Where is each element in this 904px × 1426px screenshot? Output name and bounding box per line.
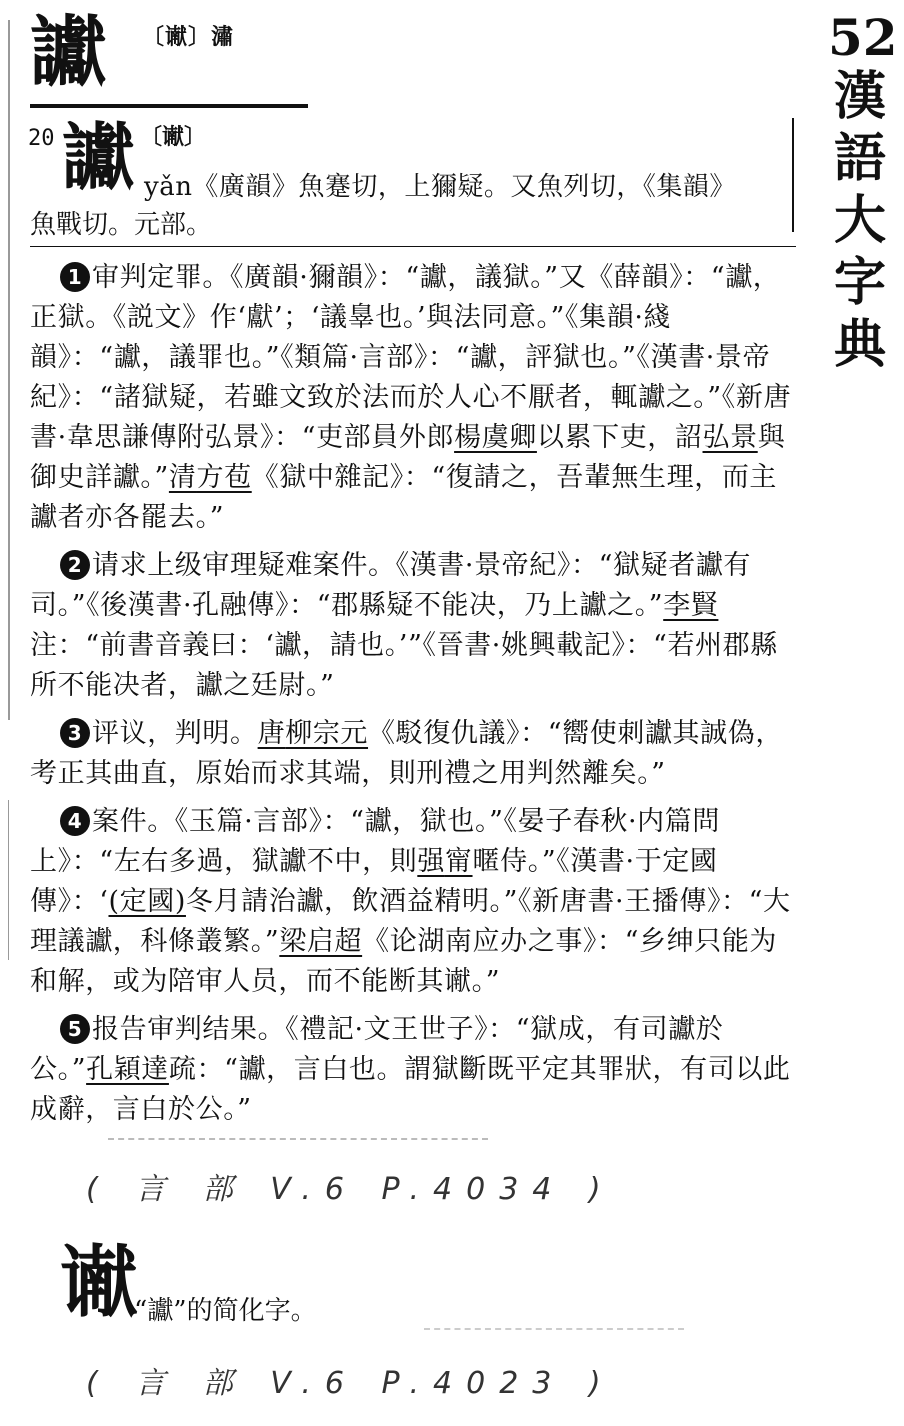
scan-dash [108, 1138, 488, 1140]
entry-number: 20 [28, 126, 55, 151]
sense-definition [30, 258, 792, 538]
title-char: 漢 [833, 66, 886, 127]
sense-number-badge: 5 [60, 1014, 90, 1044]
header-variant: 〔谳〕潚 [142, 24, 235, 50]
handwritten-reference-note: ( 言 部 V.6 P.4034 ) [86, 1172, 615, 1207]
proper-name: (定國) [108, 886, 186, 917]
entry-variant: 〔谳〕 [140, 124, 207, 150]
proper-name: 唐 [257, 718, 286, 749]
sense-definition [30, 1010, 792, 1130]
proper-name: 清 [168, 462, 197, 493]
proper-name: 楊虞卿 [454, 422, 537, 453]
sense-text: “讞，正獄。《説文》作‘獻’；‘議辠也。’與法同意。”《集韻·綫韻》：“讞，議罪也。”《類篇·言部》：“讞，評獄也。”《漢書·景帝紀》：“諸獄疑，若雖文致於法而於人心不厭者，輒讞之。”《新唐書·韋思謙傳附弘景》：“吏部員外郎 [30, 262, 792, 453]
title-char: 大 [833, 190, 886, 251]
sense-text: 冬月請治讞，飲酒益精明。”《新唐書·王播傳》：“大理議讞，科條叢繁。” [30, 886, 791, 957]
sense-number-badge: 1 [60, 262, 90, 292]
sense-text: “讞，議獄。”又《薛韻》： [405, 262, 711, 293]
left-margin-line-lower [8, 800, 9, 960]
proper-name: 方苞 [196, 462, 252, 493]
sense-text: 暱侍。”《漢書·于定國傳》：‘ [30, 846, 718, 917]
scan-dash [424, 1328, 684, 1330]
sense-text: 报告审判结果。《禮記·文王世子》：“獄成，有司讞於公。” [30, 1014, 724, 1085]
sense-definition [30, 802, 792, 1002]
handwritten-reference-note: ( 言 部 V.6 P.4023 ) [86, 1366, 615, 1401]
proper-name: 强 [417, 846, 445, 877]
volume-number: 52 [828, 8, 898, 67]
entry-head-char: 讞 [62, 114, 135, 199]
sense-text: 以累下吏，詔 [536, 422, 703, 453]
proper-name: 孔穎達 [86, 1054, 169, 1085]
header-rule [30, 104, 308, 108]
title-char: 典 [833, 314, 886, 375]
sense-text: “獄疑者讞有司。”《後漢書·孔融傳》： [30, 550, 751, 621]
entry-box-right-border [792, 118, 794, 232]
proper-name: 甯 [444, 846, 473, 877]
simplified-entry-char: 谳 [60, 1237, 139, 1328]
sense-text: “嚮使刺讞其誠偽，考正其曲直，原始而求其端，則刑禮之用判然離矣。” [30, 718, 783, 789]
sense-text: 《駁復仇議》： [368, 718, 548, 749]
left-margin-line [8, 20, 10, 720]
sense-definition [30, 546, 792, 706]
sense-text: 與御史詳讞。” [30, 422, 786, 493]
sense-number-badge: 4 [60, 806, 90, 836]
sense-number-badge: 3 [60, 718, 90, 748]
title-char: 字 [833, 252, 886, 313]
title-char: 語 [833, 128, 886, 189]
sense-list [30, 258, 792, 1138]
simplified-entry-definition: “讞”的简化字。 [134, 1296, 317, 1326]
sense-text: 审判定罪。《廣韻·獮韻》： [92, 262, 406, 293]
sense-text: 评议，判明。 [92, 718, 258, 749]
proper-name: 梁启超 [279, 926, 363, 957]
dictionary-side-title [828, 8, 898, 376]
sense-text: 注：“前書音義曰：‘讞，請也。’”《晉書·姚興載記》：“若州郡縣所不能决者，讞之廷尉。” [30, 630, 778, 701]
sense-text: “郡縣疑不能决，乃上讞之。” [316, 590, 664, 621]
sense-text: 《獄中雜記》：“復請之，吾輩無生理，而主讞者亦各罷去。” [30, 462, 778, 533]
proper-name: 柳宗元 [285, 718, 369, 749]
sense-text: 疏：“讞，言白也。謂獄斷既平定其罪狀，有司以此成辭，言白於公。” [30, 1054, 791, 1125]
entry-box-bottom-border [30, 246, 796, 247]
sense-text: 《论湖南应办之事》：“乡绅只能为和解，或为陪审人员，而不能断其谳。” [30, 926, 778, 997]
pronunciation-line-2: 魚戰切。元部。 [30, 210, 213, 240]
proper-name: 李賢 [663, 590, 719, 621]
sense-text: 请求上级审理疑难案件。《漢書·景帝紀》： [92, 550, 599, 581]
pronunciation-line: yǎn《廣韻》魚蹇切，上獮疑。又魚列切，《集韻》 [144, 172, 736, 202]
sense-number-badge: 2 [60, 550, 90, 580]
header-head-char: 讞 [30, 7, 106, 96]
sense-text: 案件。《玉篇·言部》：“讞，獄也。”《晏子春秋·内篇問上》：“左右多過，獄讞不中，則 [30, 806, 720, 877]
proper-name: 弘景 [702, 422, 758, 453]
sense-definition [30, 714, 792, 794]
